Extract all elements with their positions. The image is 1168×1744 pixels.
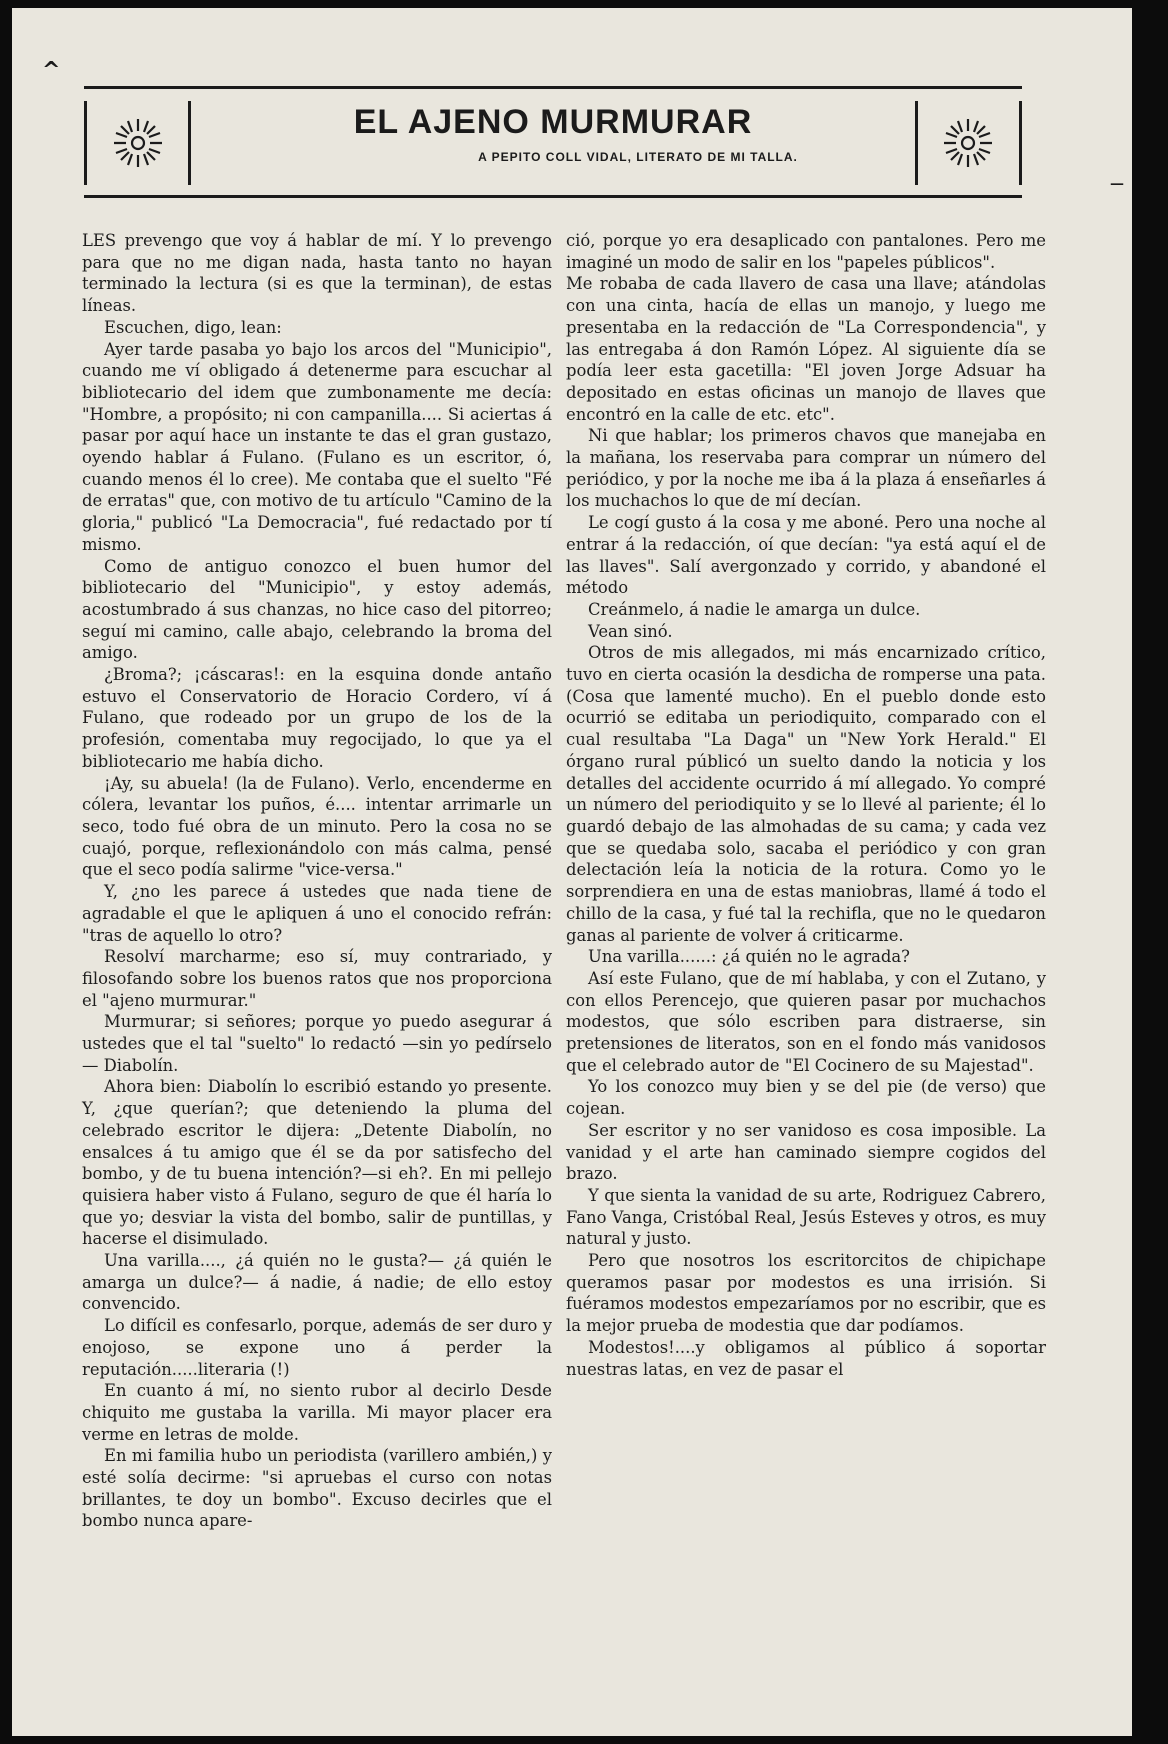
- paragraph: Ayer tarde pasaba yo bajo los arcos del "Municipio", cuando me ví obligado á detenerme para escuchar al bibliotecario del idem que zumbonamente me decía: "Hombre, a propósito; ni con campanilla.... Si aciertas á pasar por aquí hace un instante te das el gran gustazo, oyendo hablar á Fulano. (Fulano es un escritor, ó, cuando menos él lo cree). Me contaba que el suelto "Fé de erratas" que, con motivo de tu artículo "Camino de la gloria," publicó "La Democracia", fué redactado por tí mismo.: [82, 339, 552, 554]
- article-dedication: A PEPITO COLL VIDAL, LITERATO DE MI TALLA.: [478, 150, 798, 164]
- paragraph: Y que sienta la vanidad de su arte, Rodriguez Cabrero, Fano Vanga, Cristóbal Real, Jesús Esteves y otros, es muy natural y justo.: [566, 1185, 1046, 1249]
- header-title-block: [214, 103, 892, 164]
- paragraph: Así este Fulano, que de mí hablaba, y con el Zutano, y con ellos Perencejo, que quieren pasar por muchachos modestos, que sólo escriben para distraerse, sin pretensiones de literatos, son en el fondo más vanidosos que el celebrado autor de "El Cocinero de su Majestad".: [566, 968, 1046, 1075]
- newspaper-page: [12, 8, 1132, 1736]
- sunburst-ornament-left-icon: [110, 115, 166, 171]
- paragraph: ¿Broma?; ¡cáscaras!: en la esquina donde antaño estuvo el Conservatorio de Horacio Cordero, ví á Fulano, que rodeado por un grupo de los de la profesión, comentaba muy regocijado, lo que ya el bibliotecario me había dicho.: [82, 665, 552, 771]
- paragraph: Una varilla......: ¿á quién no le agrada?: [588, 947, 910, 967]
- paragraph: Me robaba de cada llavero de casa una llave; atándolas con una cinta, hacía de ellas un manojo, y luego me presentaba en la redacción de "La Correspondencia", y las entregaba á don Ramón López. Al siguiente día se podía leer esta gacetilla: "El joven Jorge Adsuar ha depositado en estas oficinas un manojo de llaves que encontró en la calle de etc. etc".: [566, 274, 1046, 424]
- paragraph: Yo los conozco muy bien y se del pie (de verso) que cojean.: [566, 1077, 1046, 1119]
- paragraph: Resolví marcharme; eso sí, muy contrariado, y filosofando sobre los buenos ratos que nos proporciona el "ajeno murmurar.": [82, 947, 552, 1010]
- paragraph: ¡Ay, su abuela! (la de Fulano). Verlo, encenderme en cólera, levantar los puños, é.... intentar arrimarle un seco, todo fué obra de un minuto. Pero la cosa no se cuajó, porque, reflexionándolo con más calma, pensé que el seco podía salirme "vice-versa.": [82, 773, 552, 880]
- paragraph: ció, porque yo era desaplicado con pantalones. Pero me imaginé un modo de salir en los "papeles públicos".: [566, 231, 1046, 272]
- header-right-rule: [1019, 101, 1022, 185]
- paragraph: Una varilla...., ¿á quién no le gusta?— ¿á quién le amarga un dulce?— á nadie, á nadie; de ello estoy convencido.: [82, 1251, 552, 1314]
- paragraph: Otros de mis allegados, mi más encarnizado crítico, tuvo en cierta ocasión la desdicha de romperse una pata. (Cosa que lamenté mucho). En el pueblo donde esto ocurrió se editaba un periodiquito, comparado con el cual resultaba "La Daga" un "New York Herald." El órgano rural públicó un suelto dando la noticia y los detalles del accidente ocurrido á mí allegado. Yo compré un número del periodiquito y se lo llevé al pariente; él lo guardó debajo de las almohadas de su cama; y cada vez que se quedaba solo, sacaba el periódico y con gran delectación leía la noticia de la rotura. Como yo le sorprendiera en una de estas maniobras, llamé á todo el chillo de la casa, y fué tal la rechifla, que no le quedaron ganas al pariente de volver á criticarme.: [566, 643, 1046, 945]
- header-left-rule: [84, 101, 87, 185]
- paragraph: Ahora bien: Diabolín lo escribió estando yo presente. Y, ¿que querían?; que deteniendo la pluma del celebrado escritor le dijera: „Detente Diabolín, no ensalces á tu amigo que él se da por satisfecho del bombo, y de tu buena intención?—si eh?. En mi pellejo quisiera haber visto á Fulano, seguro de que él haría lo que yo; desviar la vista del bombo, salir de puntillas, y hacerse el disimulado.: [82, 1077, 552, 1249]
- paragraph: Modestos!....y obligamos al público á soportar nuestras latas, en vez de pasar el: [566, 1337, 1046, 1379]
- sunburst-ornament-right-icon: [940, 115, 996, 171]
- corner-mark: ^: [42, 58, 61, 83]
- paragraph: LES prevengo que voy á hablar de mí. Y lo prevengo para que no me digan nada, hasta tanto no hayan terminado la lectura (si es que la terminan), de estas líneas.: [82, 231, 552, 316]
- left-text-column: [82, 230, 552, 1532]
- header-inner-right-rule: [915, 101, 918, 185]
- header-inner-left-rule: [188, 101, 191, 185]
- paragraph: Murmurar; si señores; porque yo puedo asegurar á ustedes que el tal "suelto" lo redactó —sin yo pedírselo— Diabolín.: [82, 1012, 552, 1075]
- paragraph: Pero que nosotros los escritorcitos de chipichape queramos pasar por modestos es una irrisión. Si fuéramos modestos empezaríamos por no escribir, que es la mejor prueba de modestia que dar podíamos.: [566, 1251, 1046, 1336]
- margin-dash-mark: —: [1110, 176, 1124, 192]
- paragraph: Lo difícil es confesarlo, porque, además de ser duro y enojoso, se expone uno á perder la reputación.....literaria (!): [82, 1316, 552, 1379]
- paragraph: En cuanto á mí, no siento rubor al decirlo Desde chiquito me gustaba la varilla. Mi mayor placer era verme en letras de molde.: [82, 1381, 552, 1444]
- paragraph: Y, ¿no les parece á ustedes que nada tiene de agradable el que le apliquen á uno el conocido refrán: "tras de aquello lo otro?: [82, 882, 552, 945]
- paragraph: Le cogí gusto á la cosa y me aboné. Pero una noche al entrar á la redacción, oí que decían: "ya está aquí el de las llaves". Salí avergonzado y corrido, y abandoné el método: [566, 513, 1046, 598]
- paragraph: Escuchen, digo, lean:: [104, 317, 282, 337]
- paragraph: En mi familia hubo un periodista (varillero ambién,) y esté solía decirme: "si apruebas el curso con notas brillantes, te doy un bombo". Excuso decirles que el bombo nunca apare-: [82, 1446, 552, 1531]
- paragraph: Vean sinó.: [588, 621, 673, 641]
- paragraph: Como de antiguo conozco el buen humor del bibliotecario del "Municipio", y estoy además, acostumbrado á sus chanzas, no hice caso del pitorreo; seguí mi camino, calle abajo, celebrando la broma del amigo.: [82, 556, 552, 663]
- paragraph: Ni que hablar; los primeros chavos que manejaba en la mañana, los reservaba para comprar un número del periódico, y por la noche me iba á la plaza á enseñarles á los muchachos lo que de mí decían.: [566, 426, 1046, 511]
- right-text-column: [566, 230, 1046, 1380]
- paragraph: Ser escritor y no ser vanidoso es cosa imposible. La vanidad y el arte han caminado siempre cogidos del brazo.: [566, 1120, 1046, 1184]
- article-header: [84, 86, 1022, 198]
- paragraph: Creánmelo, á nadie le amarga un dulce.: [588, 599, 921, 619]
- article-title: EL AJENO MURMURAR: [353, 103, 753, 141]
